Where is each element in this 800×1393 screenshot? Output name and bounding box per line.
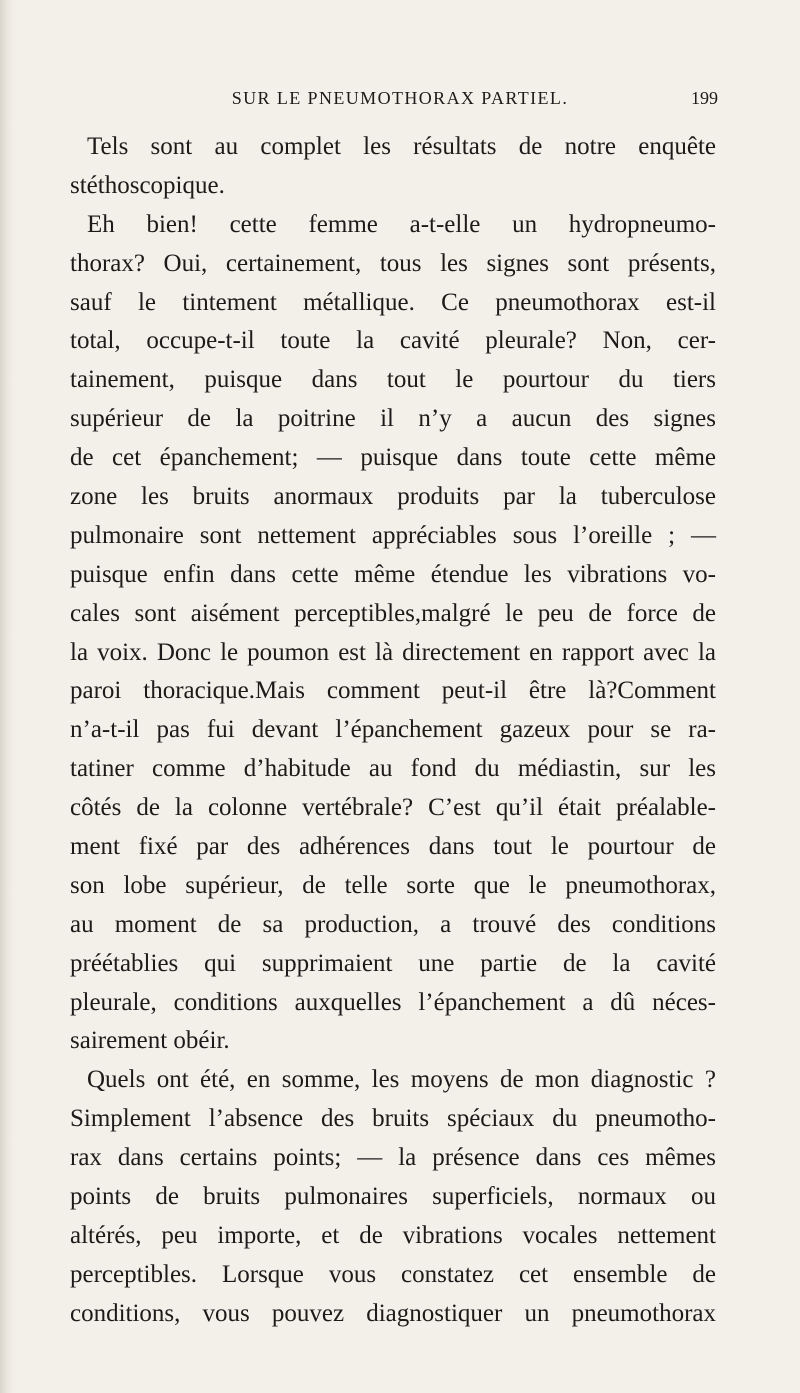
text-line: Simplement l’absence des bruits spéciaux du pneumotho- bbox=[70, 1105, 716, 1133]
text-line: pulmonaire sont nettement appréciables sous l’oreille ; — bbox=[70, 521, 716, 549]
text-line: Tels sont au complet les résultats de notre enquête bbox=[87, 133, 716, 160]
text-line: Eh bien! cette femme a-t-elle un hydropneumo- bbox=[87, 210, 716, 238]
text-line: n’a-t-il pas fui devant l’épanchement gazeux pour se ra- bbox=[70, 716, 716, 744]
text-line: altérés, peu importe, et de vibrations vocales nettement bbox=[70, 1221, 716, 1249]
text-line: son lobe supérieur, de telle sorte que le pneumothorax, bbox=[70, 871, 716, 899]
text-line: tainement, puisque dans tout le pourtour du tiers bbox=[70, 366, 716, 394]
text-line: côtés de la colonne vertébrale? C’est qu’il était préalable- bbox=[70, 794, 716, 822]
text-line: thorax? Oui, certainement, tous les signes sont présents, bbox=[70, 249, 716, 277]
running-head: SUR LE PNEUMOTHORAX PARTIEL. bbox=[231, 88, 569, 108]
text-line: total, occupe-t-il toute la cavité pleurale? Non, cer- bbox=[70, 327, 716, 355]
page-number: 199 bbox=[691, 88, 718, 108]
text-line: stéthoscopique. bbox=[70, 171, 225, 199]
text-line: paroi thoracique.Mais comment peut-il être là?Comment bbox=[70, 677, 716, 705]
text-line: sairement obéir. bbox=[70, 1027, 230, 1055]
page-header bbox=[0, 86, 800, 116]
text-line: sauf le tintement métallique. Ce pneumothorax est-il bbox=[70, 288, 716, 316]
text-line: puisque enfin dans cette même étendue les vibrations vo- bbox=[70, 560, 716, 588]
text-line: zone les bruits anormaux produits par la tuberculose bbox=[70, 483, 716, 511]
text-line: pleurale, conditions auxquelles l’épanchement a dû néces- bbox=[70, 988, 716, 1016]
text-line: la voix. Donc le poumon est là directement en rapport avec la bbox=[70, 638, 716, 666]
text-line: de cet épanchement; — puisque dans toute cette même bbox=[70, 444, 716, 472]
page-edge-shadow bbox=[0, 0, 14, 1393]
text-line: points de bruits pulmonaires superficiels, normaux ou bbox=[70, 1183, 716, 1211]
text-line: tatiner comme d’habitude au fond du médiastin, sur les bbox=[70, 755, 716, 783]
body-text bbox=[70, 128, 716, 1334]
text-line: au moment de sa production, a trouvé des conditions bbox=[70, 910, 716, 938]
text-line: ment fixé par des adhérences dans tout le pourtour de bbox=[70, 833, 716, 861]
text-line: cales sont aisément perceptibles,malgré le peu de force de bbox=[70, 599, 716, 627]
text-line: rax dans certains points; — la présence dans ces mêmes bbox=[70, 1144, 716, 1172]
text-line: préétablies qui supprimaient une partie de la cavité bbox=[70, 949, 716, 977]
text-line: conditions, vous pouvez diagnostiquer un pneumothorax bbox=[70, 1299, 716, 1327]
text-line: supérieur de la poitrine il n’y a aucun des signes bbox=[70, 405, 716, 433]
text-line: Quels ont été, en somme, les moyens de mon diagnostic ? bbox=[87, 1066, 716, 1094]
text-line: perceptibles. Lorsque vous constatez cet ensemble de bbox=[70, 1260, 716, 1288]
